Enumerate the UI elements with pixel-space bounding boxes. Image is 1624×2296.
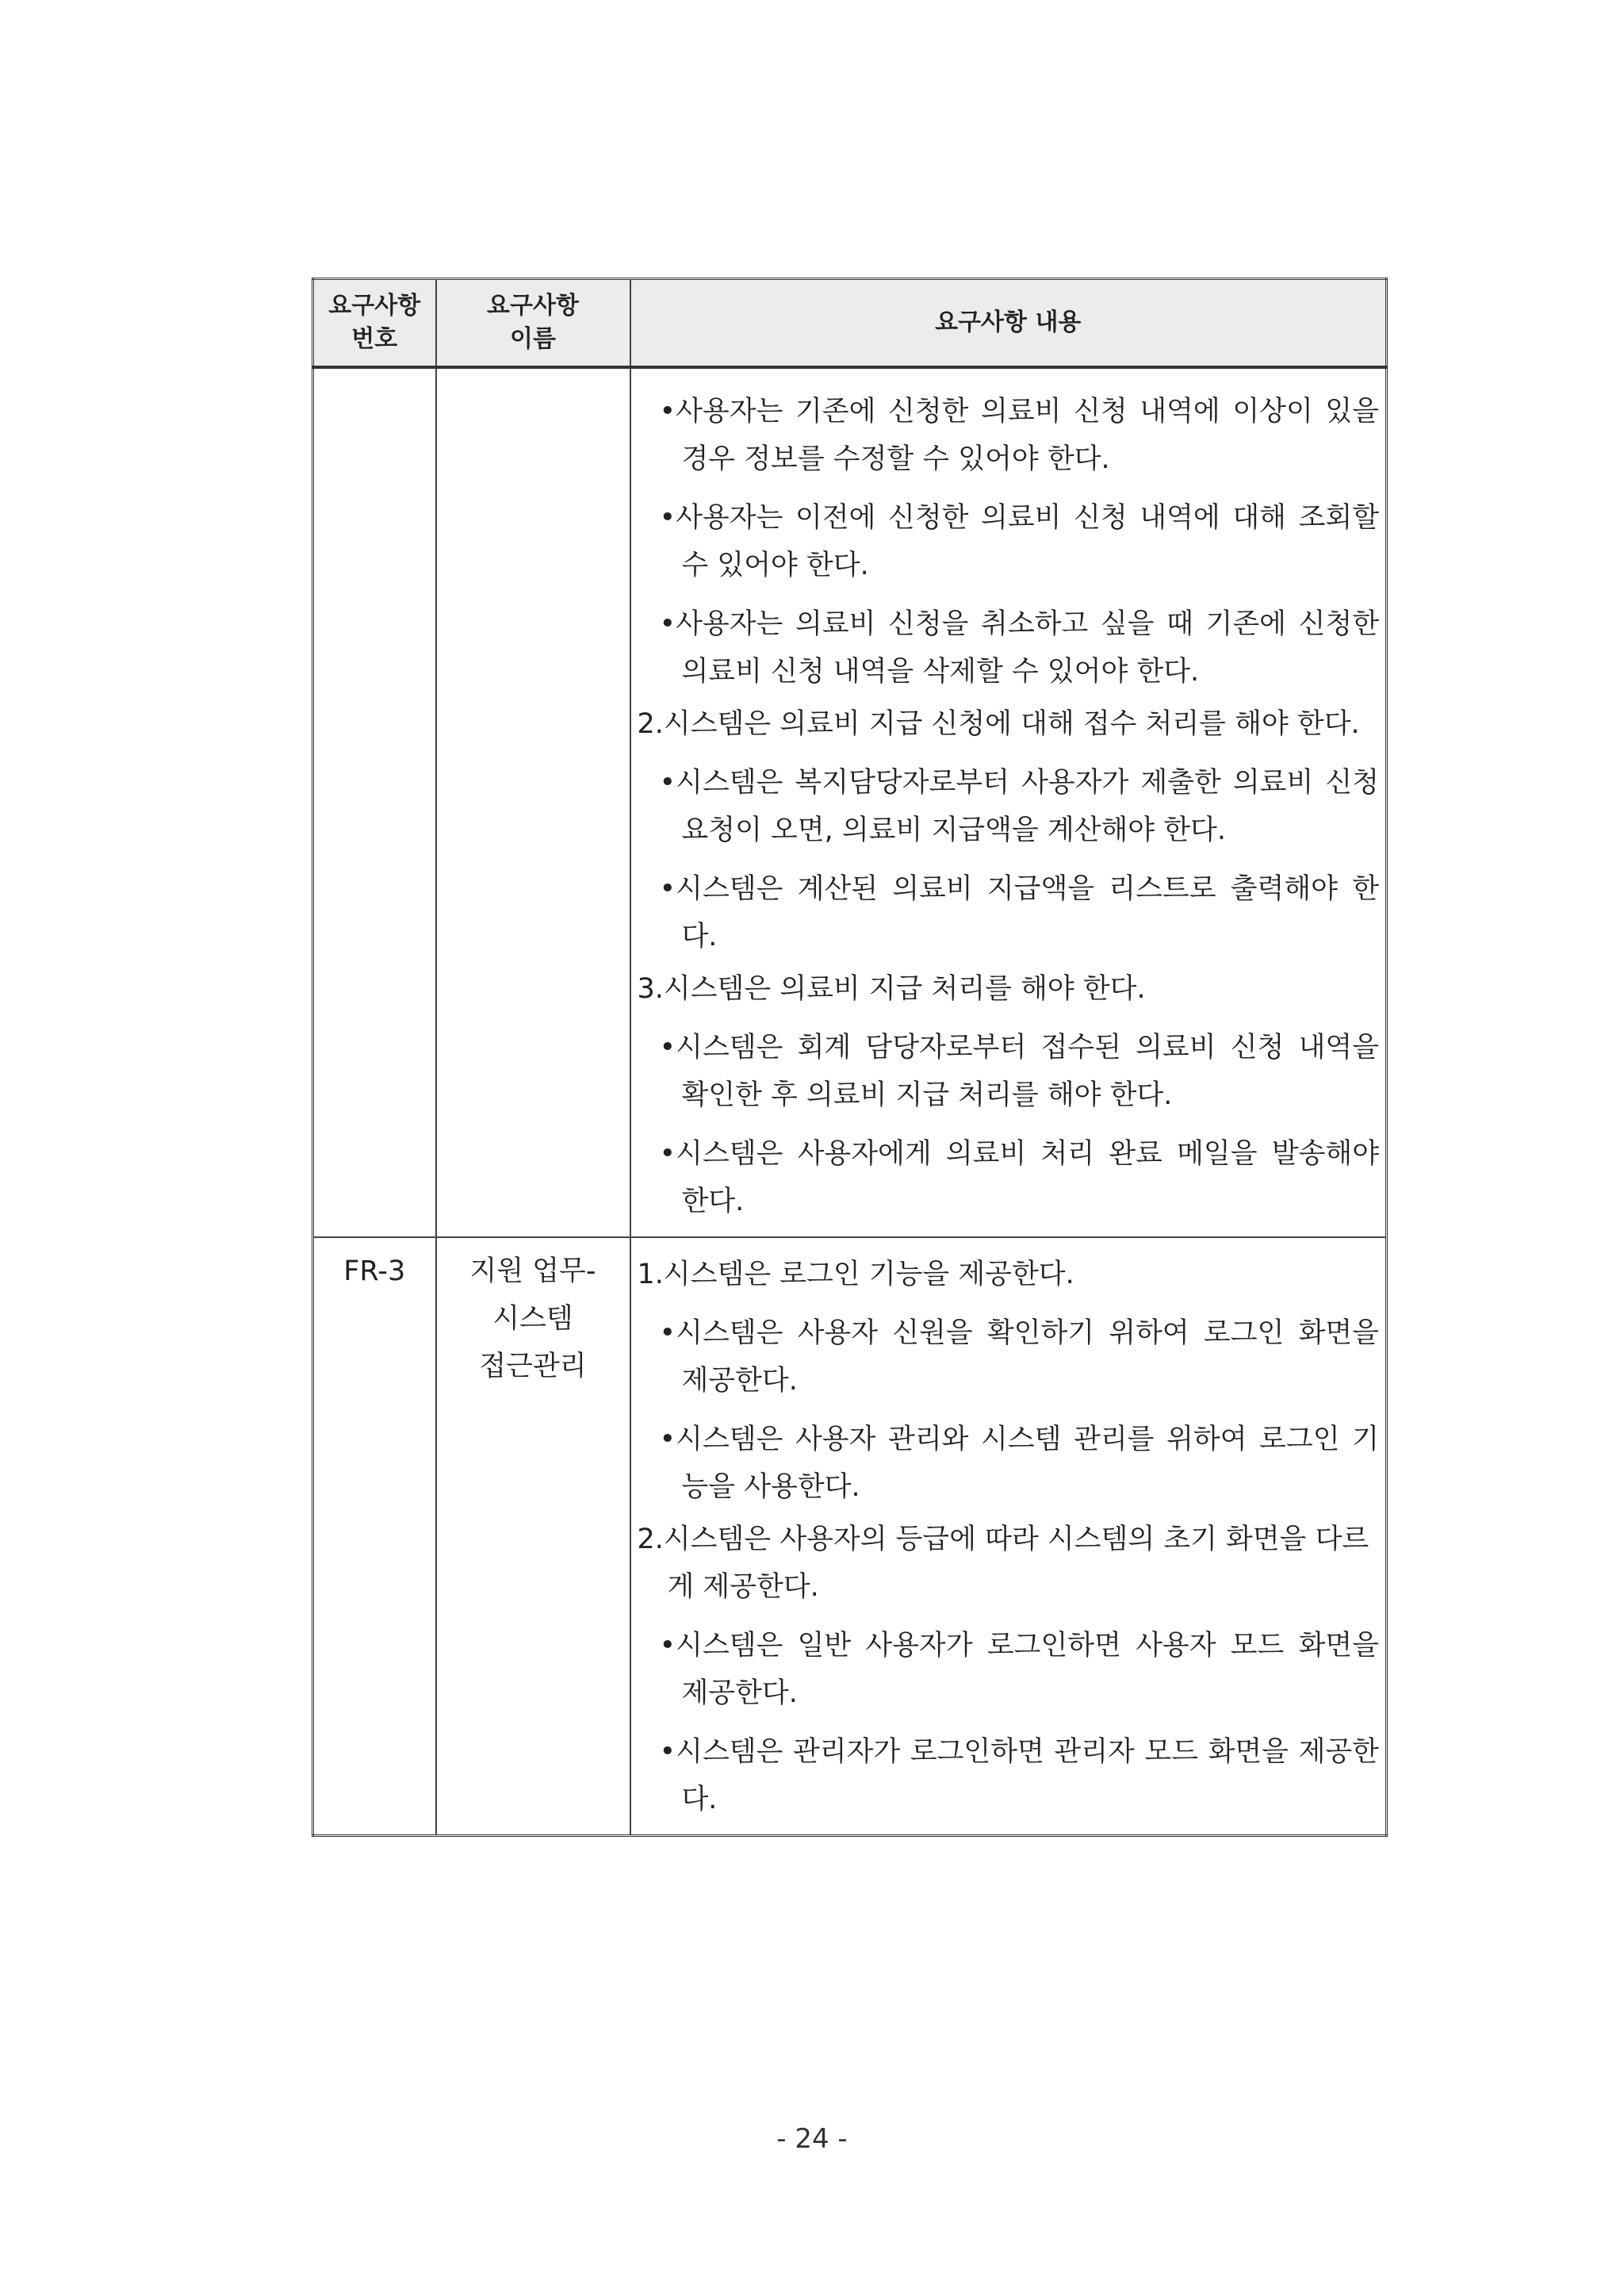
requirement-subitem: •시스템은 일반 사용자가 로그인하면 사용자 모드 화면을 제공한다.: [659, 1630, 1379, 1709]
requirement-subitem: •시스템은 사용자 관리와 시스템 관리를 위하여 로그인 기능을 사용한다.: [659, 1424, 1379, 1503]
requirement-content-cell: [630, 1237, 1387, 1836]
requirement-name-line: 지원 업무-: [469, 1255, 596, 1287]
requirement-name-line: 접근관리: [479, 1351, 587, 1382]
requirement-item: 2.시스템은 사용자의 등급에 따라 시스템의 초기 화면을 다르게 제공한다.: [637, 1524, 1369, 1603]
requirement-subitem: •사용자는 이전에 신청한 의료비 신청 내역에 대해 조회할 수 있어야 한다.: [659, 502, 1379, 581]
header-requirement-number: 요구사항 번호: [313, 279, 436, 368]
requirements-table-wrapper: [312, 278, 1385, 1837]
requirement-subitem: •시스템은 복지담당자로부터 사용자가 제출한 의료비 신청 요청이 오면, 의료비 지급액을 계산해야 한다.: [659, 767, 1379, 846]
header-requirement-name: 요구사항 이름: [436, 279, 630, 368]
table-header-row: [313, 279, 1387, 368]
page-number: - 24 -: [776, 2123, 848, 2155]
requirement-subitem: •사용자는 의료비 신청을 취소하고 싶을 때 기존에 신청한 의료비 신청 내역을 삭제할 수 있어야 한다.: [659, 608, 1379, 688]
requirement-subitem: •시스템은 관리자가 로그인하면 관리자 모드 화면을 제공한다.: [659, 1736, 1379, 1815]
requirement-item: 2.시스템은 의료비 지급 신청에 대해 접수 처리를 해야 한다.: [637, 708, 1360, 740]
requirement-number-cell: FR-3: [313, 1237, 436, 1836]
requirement-item: 1.시스템은 로그인 기능을 제공한다.: [637, 1259, 1074, 1290]
requirement-subitem: •시스템은 사용자 신원을 확인하기 위하여 로그인 화면을 제공한다.: [659, 1317, 1379, 1397]
requirement-content-cell: [630, 367, 1387, 1237]
header-requirement-content: 요구사항 내용: [630, 279, 1387, 368]
requirement-number-cell: [313, 367, 436, 1237]
requirement-subitem: •시스템은 사용자에게 의료비 처리 완료 메일을 발송해야 한다.: [659, 1138, 1379, 1217]
requirement-name-line: 시스템: [492, 1303, 573, 1335]
requirement-subitem: •사용자는 기존에 신청한 의료비 신청 내역에 이상이 있을 경우 정보를 수정할 수 있어야 한다.: [659, 396, 1379, 475]
requirement-item: 3.시스템은 의료비 지급 처리를 해야 한다.: [637, 973, 1146, 1005]
requirements-table: [312, 278, 1388, 1837]
requirement-name-cell: [436, 367, 630, 1237]
table-row: [313, 367, 1387, 1237]
requirement-name-cell: [436, 1237, 630, 1836]
requirement-subitem: •시스템은 회계 담당자로부터 접수된 의료비 신청 내역을 확인한 후 의료비 지급 처리를 해야 한다.: [659, 1032, 1379, 1111]
requirement-subitem: •시스템은 계산된 의료비 지급액을 리스트로 출력해야 한다.: [659, 873, 1379, 953]
table-row: [313, 1237, 1387, 1836]
